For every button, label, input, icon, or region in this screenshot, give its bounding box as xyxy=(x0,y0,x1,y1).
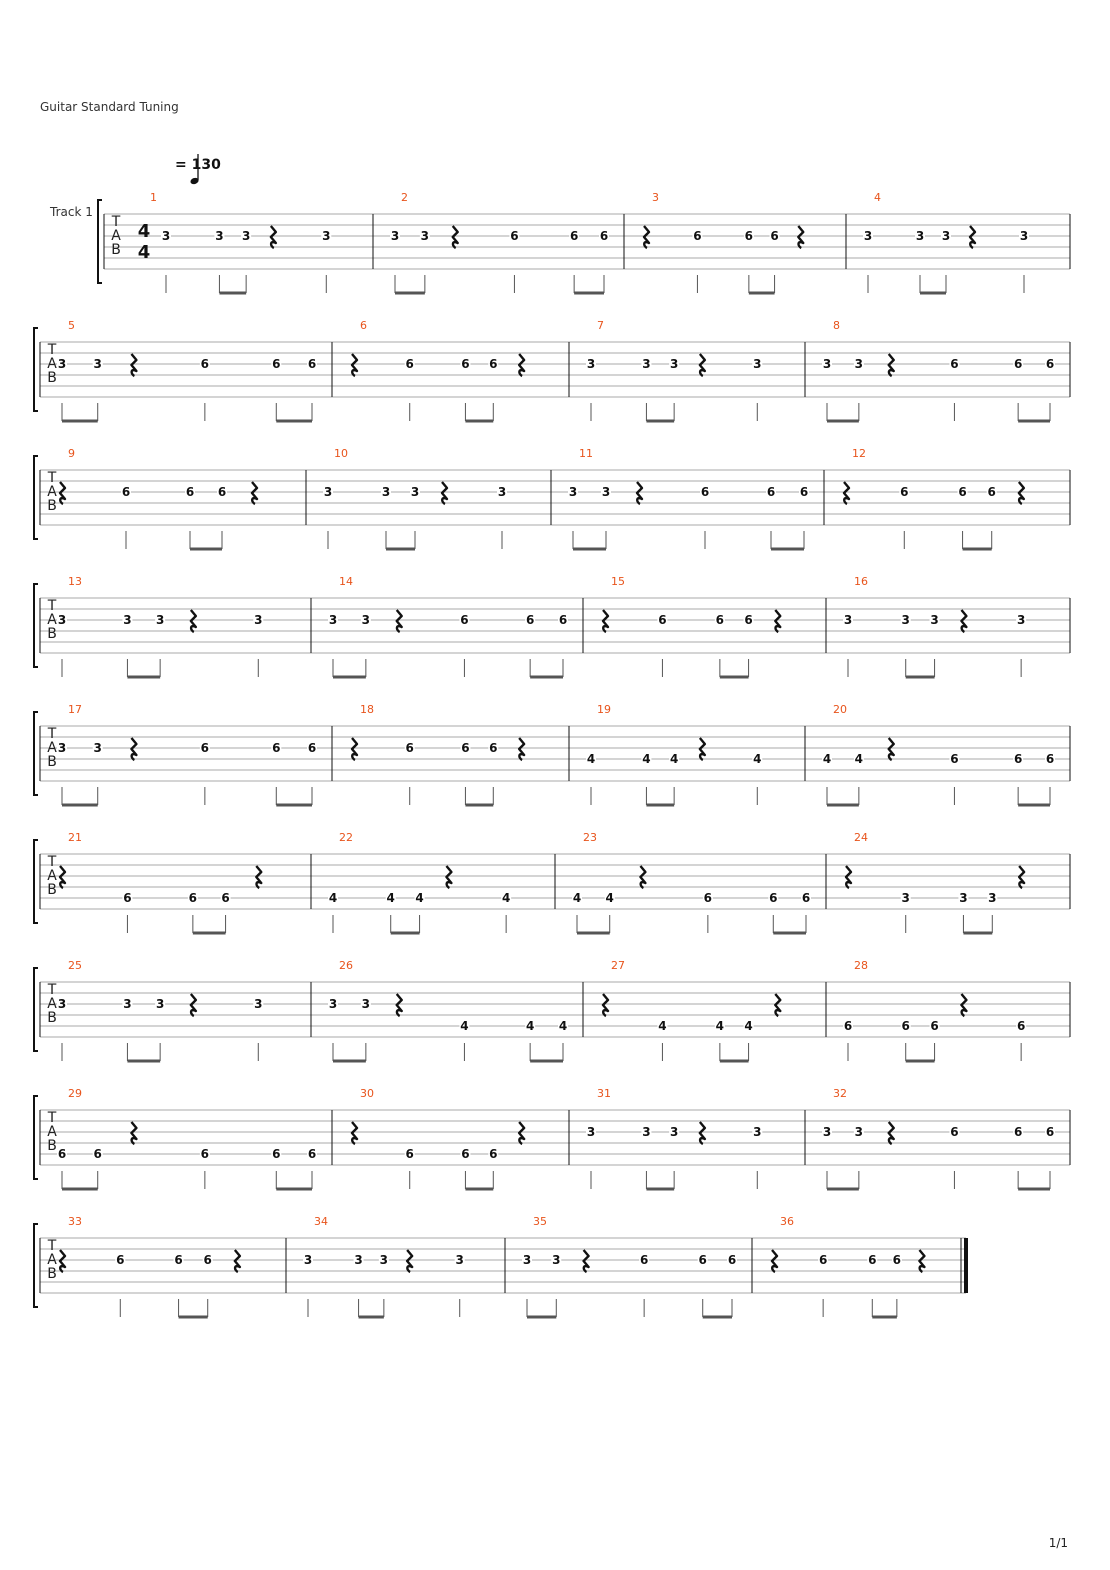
fret-number: 4 xyxy=(605,891,614,905)
fret-number: 6 xyxy=(200,1147,210,1161)
tab-clef-letter: T xyxy=(47,854,57,870)
fret-number: 3 xyxy=(328,997,338,1011)
quarter-rest-icon xyxy=(60,482,65,504)
fret-number: 3 xyxy=(155,613,165,627)
quarter-rest-icon xyxy=(889,354,894,376)
fret-number: 6 xyxy=(958,485,967,499)
measure-number: 32 xyxy=(833,1087,847,1100)
quarter-rest-icon xyxy=(584,1250,589,1272)
fret-number: 4 xyxy=(460,1019,469,1033)
quarter-rest-icon xyxy=(352,738,357,760)
fret-number: 3 xyxy=(642,1125,651,1139)
quarter-rest-icon xyxy=(256,866,261,888)
fret-number: 6 xyxy=(658,613,667,627)
fret-number: 6 xyxy=(461,357,470,371)
fret-number: 3 xyxy=(361,613,371,627)
fret-number: 4 xyxy=(415,891,424,905)
tab-clef-letter: A xyxy=(47,484,57,500)
tab-clef-letter: T xyxy=(111,214,121,230)
fret-number: 6 xyxy=(405,1147,414,1161)
tab-clef-letter: B xyxy=(47,754,57,770)
tab-clef-letter: A xyxy=(47,1124,57,1140)
fret-number: 3 xyxy=(303,1253,313,1267)
fret-number: 3 xyxy=(586,1125,596,1139)
tab-clef-letter: T xyxy=(47,342,57,358)
fret-number: 3 xyxy=(854,1125,864,1139)
fret-number: 4 xyxy=(669,752,679,766)
quarter-rest-icon xyxy=(970,226,975,248)
tab-system xyxy=(98,191,1070,293)
fret-number: 6 xyxy=(116,1253,125,1267)
fret-number: 6 xyxy=(900,485,909,499)
fret-number: 3 xyxy=(854,357,864,371)
fret-number: 3 xyxy=(123,997,132,1011)
quarter-rest-icon xyxy=(131,1122,136,1144)
measure-number: 28 xyxy=(854,959,868,972)
fret-number: 3 xyxy=(822,357,832,371)
fret-number: 3 xyxy=(241,229,251,243)
fret-number: 3 xyxy=(379,1253,389,1267)
tab-system xyxy=(34,447,1070,549)
measure-number: 16 xyxy=(854,575,868,588)
fret-number: 3 xyxy=(642,357,651,371)
quarter-rest-icon xyxy=(844,482,849,504)
fret-number: 3 xyxy=(361,997,371,1011)
fret-number: 4 xyxy=(658,1019,667,1033)
tab-clef-letter: T xyxy=(47,470,57,486)
measure-number: 4 xyxy=(874,191,881,204)
fret-number: 6 xyxy=(700,485,710,499)
fret-number: 3 xyxy=(57,997,67,1011)
tab-clef-letter: B xyxy=(47,626,57,642)
quarter-rest-icon xyxy=(1019,482,1024,504)
fret-number: 3 xyxy=(161,229,171,243)
fret-number: 6 xyxy=(769,891,778,905)
fret-number: 6 xyxy=(950,357,959,371)
quarter-rest-icon xyxy=(1019,866,1024,888)
fret-number: 4 xyxy=(744,1019,753,1033)
fret-number: 3 xyxy=(586,357,596,371)
fret-number: 3 xyxy=(863,229,873,243)
fret-number: 3 xyxy=(901,891,910,905)
quarter-rest-icon xyxy=(603,994,608,1016)
fret-number: 6 xyxy=(639,1253,649,1267)
tab-clef-letter: B xyxy=(47,882,57,898)
fret-number: 3 xyxy=(323,485,333,499)
fret-number: 3 xyxy=(215,229,224,243)
fret-number: 3 xyxy=(930,613,939,627)
quarter-rest-icon xyxy=(397,610,402,632)
tab-clef-letter: T xyxy=(47,726,57,742)
fret-number: 6 xyxy=(405,357,414,371)
fret-number: 6 xyxy=(558,613,568,627)
fret-number: 6 xyxy=(203,1253,212,1267)
quarter-rest-icon xyxy=(644,226,649,248)
measure-number: 23 xyxy=(583,831,597,844)
tab-system xyxy=(34,575,1070,677)
fret-number: 3 xyxy=(753,357,762,371)
fret-number: 6 xyxy=(868,1253,877,1267)
fret-number: 6 xyxy=(766,485,776,499)
fret-number: 6 xyxy=(818,1253,828,1267)
fret-number: 6 xyxy=(93,1147,102,1161)
fret-number: 3 xyxy=(522,1253,532,1267)
fret-number: 3 xyxy=(669,357,679,371)
measure-number: 21 xyxy=(68,831,82,844)
quarter-rest-icon xyxy=(637,482,642,504)
quarter-rest-icon xyxy=(191,610,196,632)
fret-number: 6 xyxy=(569,229,579,243)
measure-number: 31 xyxy=(597,1087,611,1100)
fret-number: 3 xyxy=(254,997,263,1011)
measure-number: 27 xyxy=(611,959,625,972)
quarter-rest-icon xyxy=(446,866,451,888)
measure-number: 29 xyxy=(68,1087,82,1100)
measure-number: 35 xyxy=(533,1215,547,1228)
measure-number: 9 xyxy=(68,447,75,460)
measure-number: 22 xyxy=(339,831,353,844)
tab-system xyxy=(34,831,1070,933)
tuning-label: Guitar Standard Tuning xyxy=(40,100,179,114)
measure-number: 15 xyxy=(611,575,625,588)
fret-number: 6 xyxy=(57,1147,67,1161)
quarter-rest-icon xyxy=(846,866,851,888)
measure-number: 34 xyxy=(314,1215,328,1228)
measure-number: 13 xyxy=(68,575,82,588)
quarter-rest-icon xyxy=(775,610,780,632)
quarter-rest-icon xyxy=(252,482,257,504)
fret-number: 3 xyxy=(93,357,102,371)
fret-number: 3 xyxy=(390,229,400,243)
quarter-rest-icon xyxy=(889,738,894,760)
quarter-rest-icon xyxy=(519,738,524,760)
fret-number: 3 xyxy=(57,613,67,627)
quarter-rest-icon xyxy=(700,738,705,760)
quarter-rest-icon xyxy=(700,1122,705,1144)
measure-number: 30 xyxy=(360,1087,374,1100)
quarter-rest-icon xyxy=(407,1250,412,1272)
fret-number: 3 xyxy=(568,485,578,499)
tab-clef-letter: A xyxy=(47,1252,57,1268)
tab-system xyxy=(34,319,1070,421)
tab-system xyxy=(34,1087,1070,1189)
fret-number: 3 xyxy=(155,997,165,1011)
fret-number: 3 xyxy=(410,485,420,499)
system-bracket xyxy=(34,840,38,923)
tab-clef-letter: B xyxy=(47,370,57,386)
measure-number: 20 xyxy=(833,703,847,716)
quarter-rest-icon xyxy=(442,482,447,504)
fret-number: 3 xyxy=(254,613,263,627)
fret-number: 3 xyxy=(941,229,951,243)
fret-number: 6 xyxy=(744,613,753,627)
quarter-rest-icon xyxy=(919,1250,924,1272)
fret-number: 6 xyxy=(489,1147,498,1161)
fret-number: 6 xyxy=(1016,1019,1026,1033)
measure-number: 36 xyxy=(780,1215,794,1228)
time-signature-bottom: 4 xyxy=(137,242,151,263)
fret-number: 6 xyxy=(200,741,210,755)
fret-number: 4 xyxy=(753,752,762,766)
tab-clef-letter: T xyxy=(47,1238,57,1254)
measure-number: 6 xyxy=(360,319,367,332)
fret-number: 6 xyxy=(307,1147,317,1161)
tab-clef-letter: A xyxy=(47,612,57,628)
quarter-rest-icon xyxy=(397,994,402,1016)
quarter-rest-icon xyxy=(60,866,65,888)
quarter-rest-icon xyxy=(352,1122,357,1144)
fret-number: 6 xyxy=(461,1147,470,1161)
quarter-rest-icon xyxy=(775,994,780,1016)
measure-number: 11 xyxy=(579,447,593,460)
measure-number: 10 xyxy=(334,447,348,460)
measure-number: 12 xyxy=(852,447,866,460)
fret-number: 3 xyxy=(497,485,507,499)
fret-number: 6 xyxy=(123,891,132,905)
fret-number: 6 xyxy=(801,891,811,905)
fret-number: 6 xyxy=(174,1253,183,1267)
quarter-rest-icon xyxy=(700,354,705,376)
tab-clef-letter: A xyxy=(47,356,57,372)
fret-number: 3 xyxy=(988,891,997,905)
fret-number: 3 xyxy=(901,613,910,627)
measure-number: 7 xyxy=(597,319,604,332)
fret-number: 6 xyxy=(307,357,317,371)
fret-number: 3 xyxy=(57,741,67,755)
fret-number: 4 xyxy=(525,1019,535,1033)
quarter-rest-icon xyxy=(453,226,458,248)
measure-number: 2 xyxy=(401,191,408,204)
quarter-rest-icon xyxy=(961,610,966,632)
system-bracket xyxy=(34,456,38,539)
tab-clef-letter: A xyxy=(111,228,121,244)
measure-number: 26 xyxy=(339,959,353,972)
fret-number: 4 xyxy=(822,752,832,766)
fret-number: 6 xyxy=(799,485,809,499)
fret-number: 6 xyxy=(489,741,498,755)
fret-number: 6 xyxy=(930,1019,939,1033)
quarter-rest-icon xyxy=(889,1122,894,1144)
fret-number: 4 xyxy=(558,1019,568,1033)
fret-number: 4 xyxy=(328,891,338,905)
measure-number: 17 xyxy=(68,703,82,716)
measure-number: 18 xyxy=(360,703,374,716)
measure-number: 33 xyxy=(68,1215,82,1228)
measure-number: 19 xyxy=(597,703,611,716)
fret-number: 6 xyxy=(217,485,227,499)
tab-clef-letter: B xyxy=(47,1266,57,1282)
quarter-rest-icon xyxy=(271,226,276,248)
fret-number: 6 xyxy=(489,357,498,371)
fret-number: 4 xyxy=(715,1019,725,1033)
measure-number: 8 xyxy=(833,319,840,332)
fret-number: 6 xyxy=(703,891,713,905)
fret-number: 6 xyxy=(901,1019,910,1033)
fret-number: 6 xyxy=(1013,357,1023,371)
fret-number: 6 xyxy=(307,741,317,755)
tab-clef-letter: A xyxy=(47,868,57,884)
fret-number: 3 xyxy=(57,357,67,371)
fret-number: 3 xyxy=(93,741,102,755)
fret-number: 4 xyxy=(386,891,395,905)
tab-clef-letter: B xyxy=(111,242,121,258)
fret-number: 6 xyxy=(188,891,198,905)
quarter-rest-icon xyxy=(131,738,136,760)
fret-number: 4 xyxy=(586,752,596,766)
fret-number: 6 xyxy=(599,229,609,243)
fret-number: 3 xyxy=(1019,229,1029,243)
fret-number: 6 xyxy=(1045,752,1055,766)
quarter-rest-icon xyxy=(772,1250,777,1272)
fret-number: 3 xyxy=(455,1253,464,1267)
track-name: Track 1 xyxy=(50,205,93,219)
tab-clef-letter: T xyxy=(47,1110,57,1126)
system-bracket xyxy=(98,200,102,283)
tab-clef-letter: T xyxy=(47,982,57,998)
fret-number: 6 xyxy=(1045,1125,1055,1139)
quarter-rest-icon xyxy=(352,354,357,376)
fret-number: 6 xyxy=(200,357,210,371)
system-bracket xyxy=(34,1224,38,1307)
fret-number: 3 xyxy=(328,613,338,627)
fret-number: 6 xyxy=(121,485,131,499)
tempo-value: = 130 xyxy=(175,157,221,173)
tab-system xyxy=(34,959,1070,1061)
measure-number: 24 xyxy=(854,831,868,844)
fret-number: 3 xyxy=(123,613,132,627)
tab-clef-letter: T xyxy=(47,598,57,614)
fret-number: 6 xyxy=(892,1253,902,1267)
fret-number: 4 xyxy=(501,891,511,905)
quarter-rest-icon xyxy=(640,866,645,888)
tab-clef-letter: A xyxy=(47,996,57,1012)
fret-number: 4 xyxy=(854,752,864,766)
fret-number: 6 xyxy=(744,229,754,243)
fret-number: 3 xyxy=(420,229,430,243)
measure-number: 1 xyxy=(150,191,157,204)
quarter-rest-icon xyxy=(961,994,966,1016)
fret-number: 3 xyxy=(843,613,853,627)
system-bracket xyxy=(34,1096,38,1179)
fret-number: 3 xyxy=(601,485,611,499)
fret-number: 4 xyxy=(572,891,582,905)
measure-number: 25 xyxy=(68,959,82,972)
fret-number: 6 xyxy=(1013,1125,1023,1139)
fret-number: 6 xyxy=(727,1253,737,1267)
tab-clef-letter: B xyxy=(47,498,57,514)
quarter-rest-icon xyxy=(191,994,196,1016)
quarter-rest-icon xyxy=(519,1122,524,1144)
quarter-rest-icon xyxy=(519,354,524,376)
fret-number: 6 xyxy=(460,613,469,627)
fret-number: 6 xyxy=(272,357,281,371)
fret-number: 3 xyxy=(1016,613,1026,627)
fret-number: 6 xyxy=(272,1147,281,1161)
fret-number: 3 xyxy=(822,1125,832,1139)
system-bracket xyxy=(34,328,38,411)
tab-clef-letter: A xyxy=(47,740,57,756)
tab-clef-letter: B xyxy=(47,1138,57,1154)
page-number: 1/1 xyxy=(1048,1536,1068,1550)
tab-clef-letter: B xyxy=(47,1010,57,1026)
fret-number: 6 xyxy=(987,485,996,499)
tab-system xyxy=(34,1215,966,1317)
fret-number: 3 xyxy=(552,1253,561,1267)
fret-number: 3 xyxy=(354,1253,363,1267)
quarter-rest-icon xyxy=(131,354,136,376)
fret-number: 6 xyxy=(510,229,519,243)
fret-number: 6 xyxy=(950,1125,959,1139)
fret-number: 3 xyxy=(322,229,331,243)
measure-number: 3 xyxy=(652,191,659,204)
fret-number: 3 xyxy=(669,1125,679,1139)
time-signature-top: 4 xyxy=(137,221,151,242)
quarter-rest-icon xyxy=(798,226,803,248)
fret-number: 6 xyxy=(843,1019,853,1033)
fret-number: 3 xyxy=(915,229,925,243)
fret-number: 3 xyxy=(753,1125,762,1139)
measure-number: 14 xyxy=(339,575,353,588)
fret-number: 6 xyxy=(525,613,535,627)
fret-number: 6 xyxy=(950,752,959,766)
system-bracket xyxy=(34,584,38,667)
fret-number: 3 xyxy=(959,891,968,905)
fret-number: 6 xyxy=(1013,752,1023,766)
fret-number: 6 xyxy=(770,229,779,243)
fret-number: 6 xyxy=(272,741,281,755)
fret-number: 6 xyxy=(715,613,725,627)
fret-number: 4 xyxy=(642,752,651,766)
quarter-rest-icon xyxy=(603,610,608,632)
system-bracket xyxy=(34,968,38,1051)
fret-number: 6 xyxy=(1045,357,1055,371)
fret-number: 6 xyxy=(693,229,702,243)
system-bracket xyxy=(34,712,38,795)
fret-number: 6 xyxy=(405,741,414,755)
measure-number: 5 xyxy=(68,319,75,332)
fret-number: 6 xyxy=(461,741,470,755)
fret-number: 6 xyxy=(698,1253,707,1267)
tab-system xyxy=(34,703,1070,805)
fret-number: 6 xyxy=(185,485,195,499)
quarter-rest-icon xyxy=(235,1250,240,1272)
fret-number: 3 xyxy=(381,485,391,499)
fret-number: 6 xyxy=(221,891,230,905)
quarter-rest-icon xyxy=(60,1250,65,1272)
